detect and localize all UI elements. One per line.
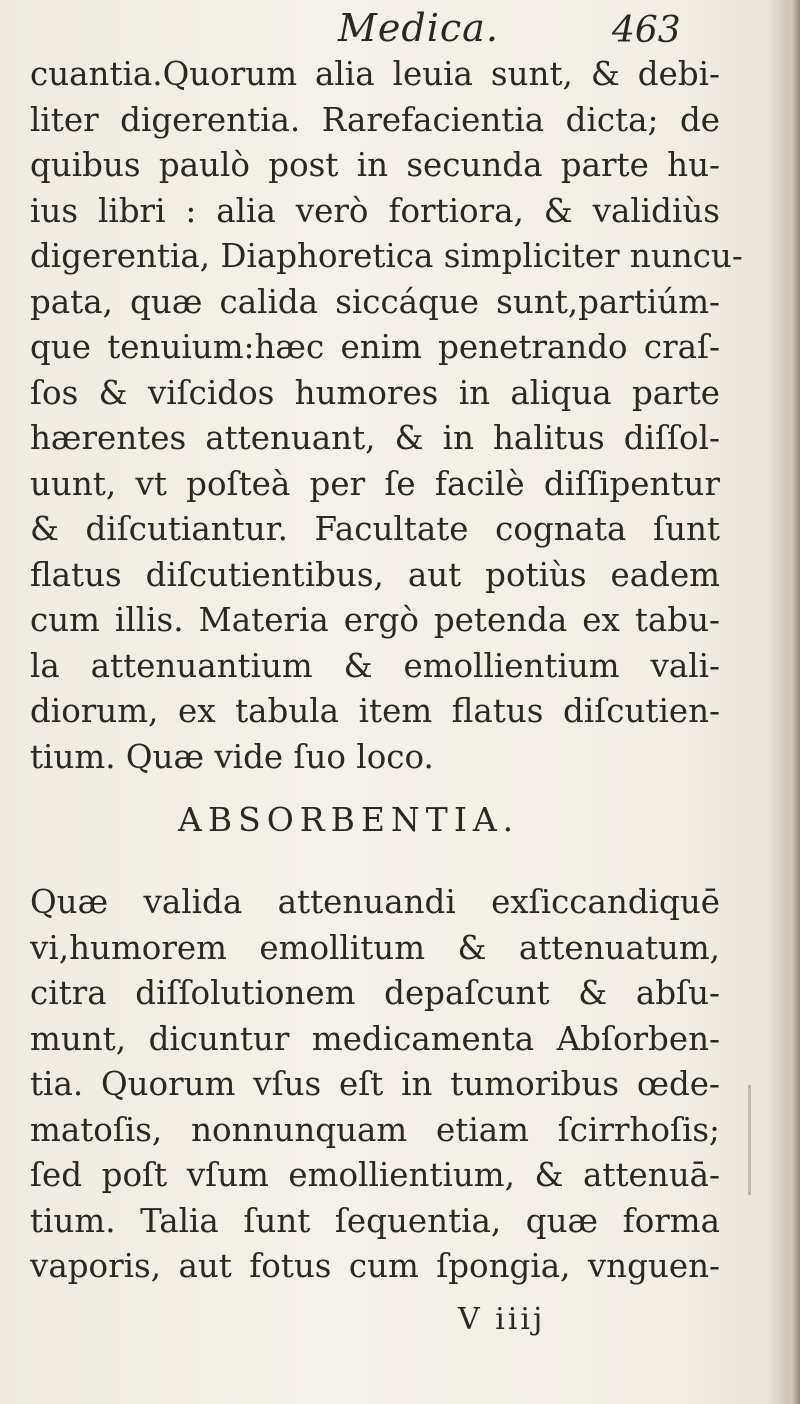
section-heading: ABSORBENTIA. <box>178 800 520 839</box>
text-line: flatus diſcutientibus, aut potiùs eadem <box>30 555 720 594</box>
text-line: ſed poſt vſum emollientium, & attenuā- <box>30 1156 720 1194</box>
ink-stain-mark <box>748 1085 751 1195</box>
text-line: digerentia, Diaphoretica simpliciter nuncu- <box>30 237 743 275</box>
text-line: cum illis. Materia ergò petenda ex tabu- <box>30 601 720 639</box>
text-line: tia. Quorum vſus eſt in tumoribus œde- <box>30 1065 720 1103</box>
running-head <box>0 6 800 50</box>
paragraph-absorbentia <box>30 880 720 1290</box>
text-line: pata, quæ calida siccáque sunt,partiúm- <box>30 282 720 321</box>
text-line: liter digerentia. Rarefacientia dicta; de <box>30 100 720 139</box>
text-line: Quæ valida attenuandi exſiccandiquē <box>30 883 720 921</box>
text-line: ſos & viſcidos humores in aliqua parte <box>30 373 720 412</box>
text-line: quibus paulò post in secunda parte hu- <box>30 146 720 184</box>
text-line: ius libri : alia verò fortiora, & validiùs <box>30 191 720 230</box>
page-edge-shadow <box>790 0 800 1404</box>
paragraph-diaphoretica <box>30 52 743 780</box>
text-line: hærentes attenuant, & in halitus diſſol- <box>30 419 720 457</box>
text-line: que tenuium:hæc enim penetrando craſ- <box>30 328 720 366</box>
text-line: vi,humorem emollitum & attenuatum, <box>30 928 720 967</box>
text-line: vaporis, aut fotus cum ſpongia, vnguen- <box>30 1247 720 1285</box>
text-line: matoſis, nonnunquam etiam ſcirrhoſis; <box>30 1110 720 1149</box>
text-line: diorum, ex tabula item flatus diſcutien- <box>30 692 720 730</box>
signature-mark: V iiij <box>458 1302 546 1337</box>
text-line: munt, dicuntur medicamenta Abſorben- <box>30 1019 720 1058</box>
running-head-title: Medica. <box>338 6 499 50</box>
text-line: & diſcutiantur. Facultate cognata ſunt <box>30 510 720 548</box>
text-line: citra diſſolutionem depaſcunt & abſu- <box>30 974 720 1012</box>
text-line: uunt, vt poſteà per ſe facilè diſſipentur <box>30 464 720 503</box>
text-line-last: tium. Quæ vide ſuo loco. <box>30 737 434 776</box>
page-number: 463 <box>612 10 681 51</box>
text-line: cuantia.Quorum alia leuia sunt, & debi- <box>30 55 720 93</box>
text-line: la attenuantium & emollientium vali- <box>30 646 720 685</box>
text-line: tium. Talia ſunt ſequentia, quæ forma <box>30 1201 720 1240</box>
